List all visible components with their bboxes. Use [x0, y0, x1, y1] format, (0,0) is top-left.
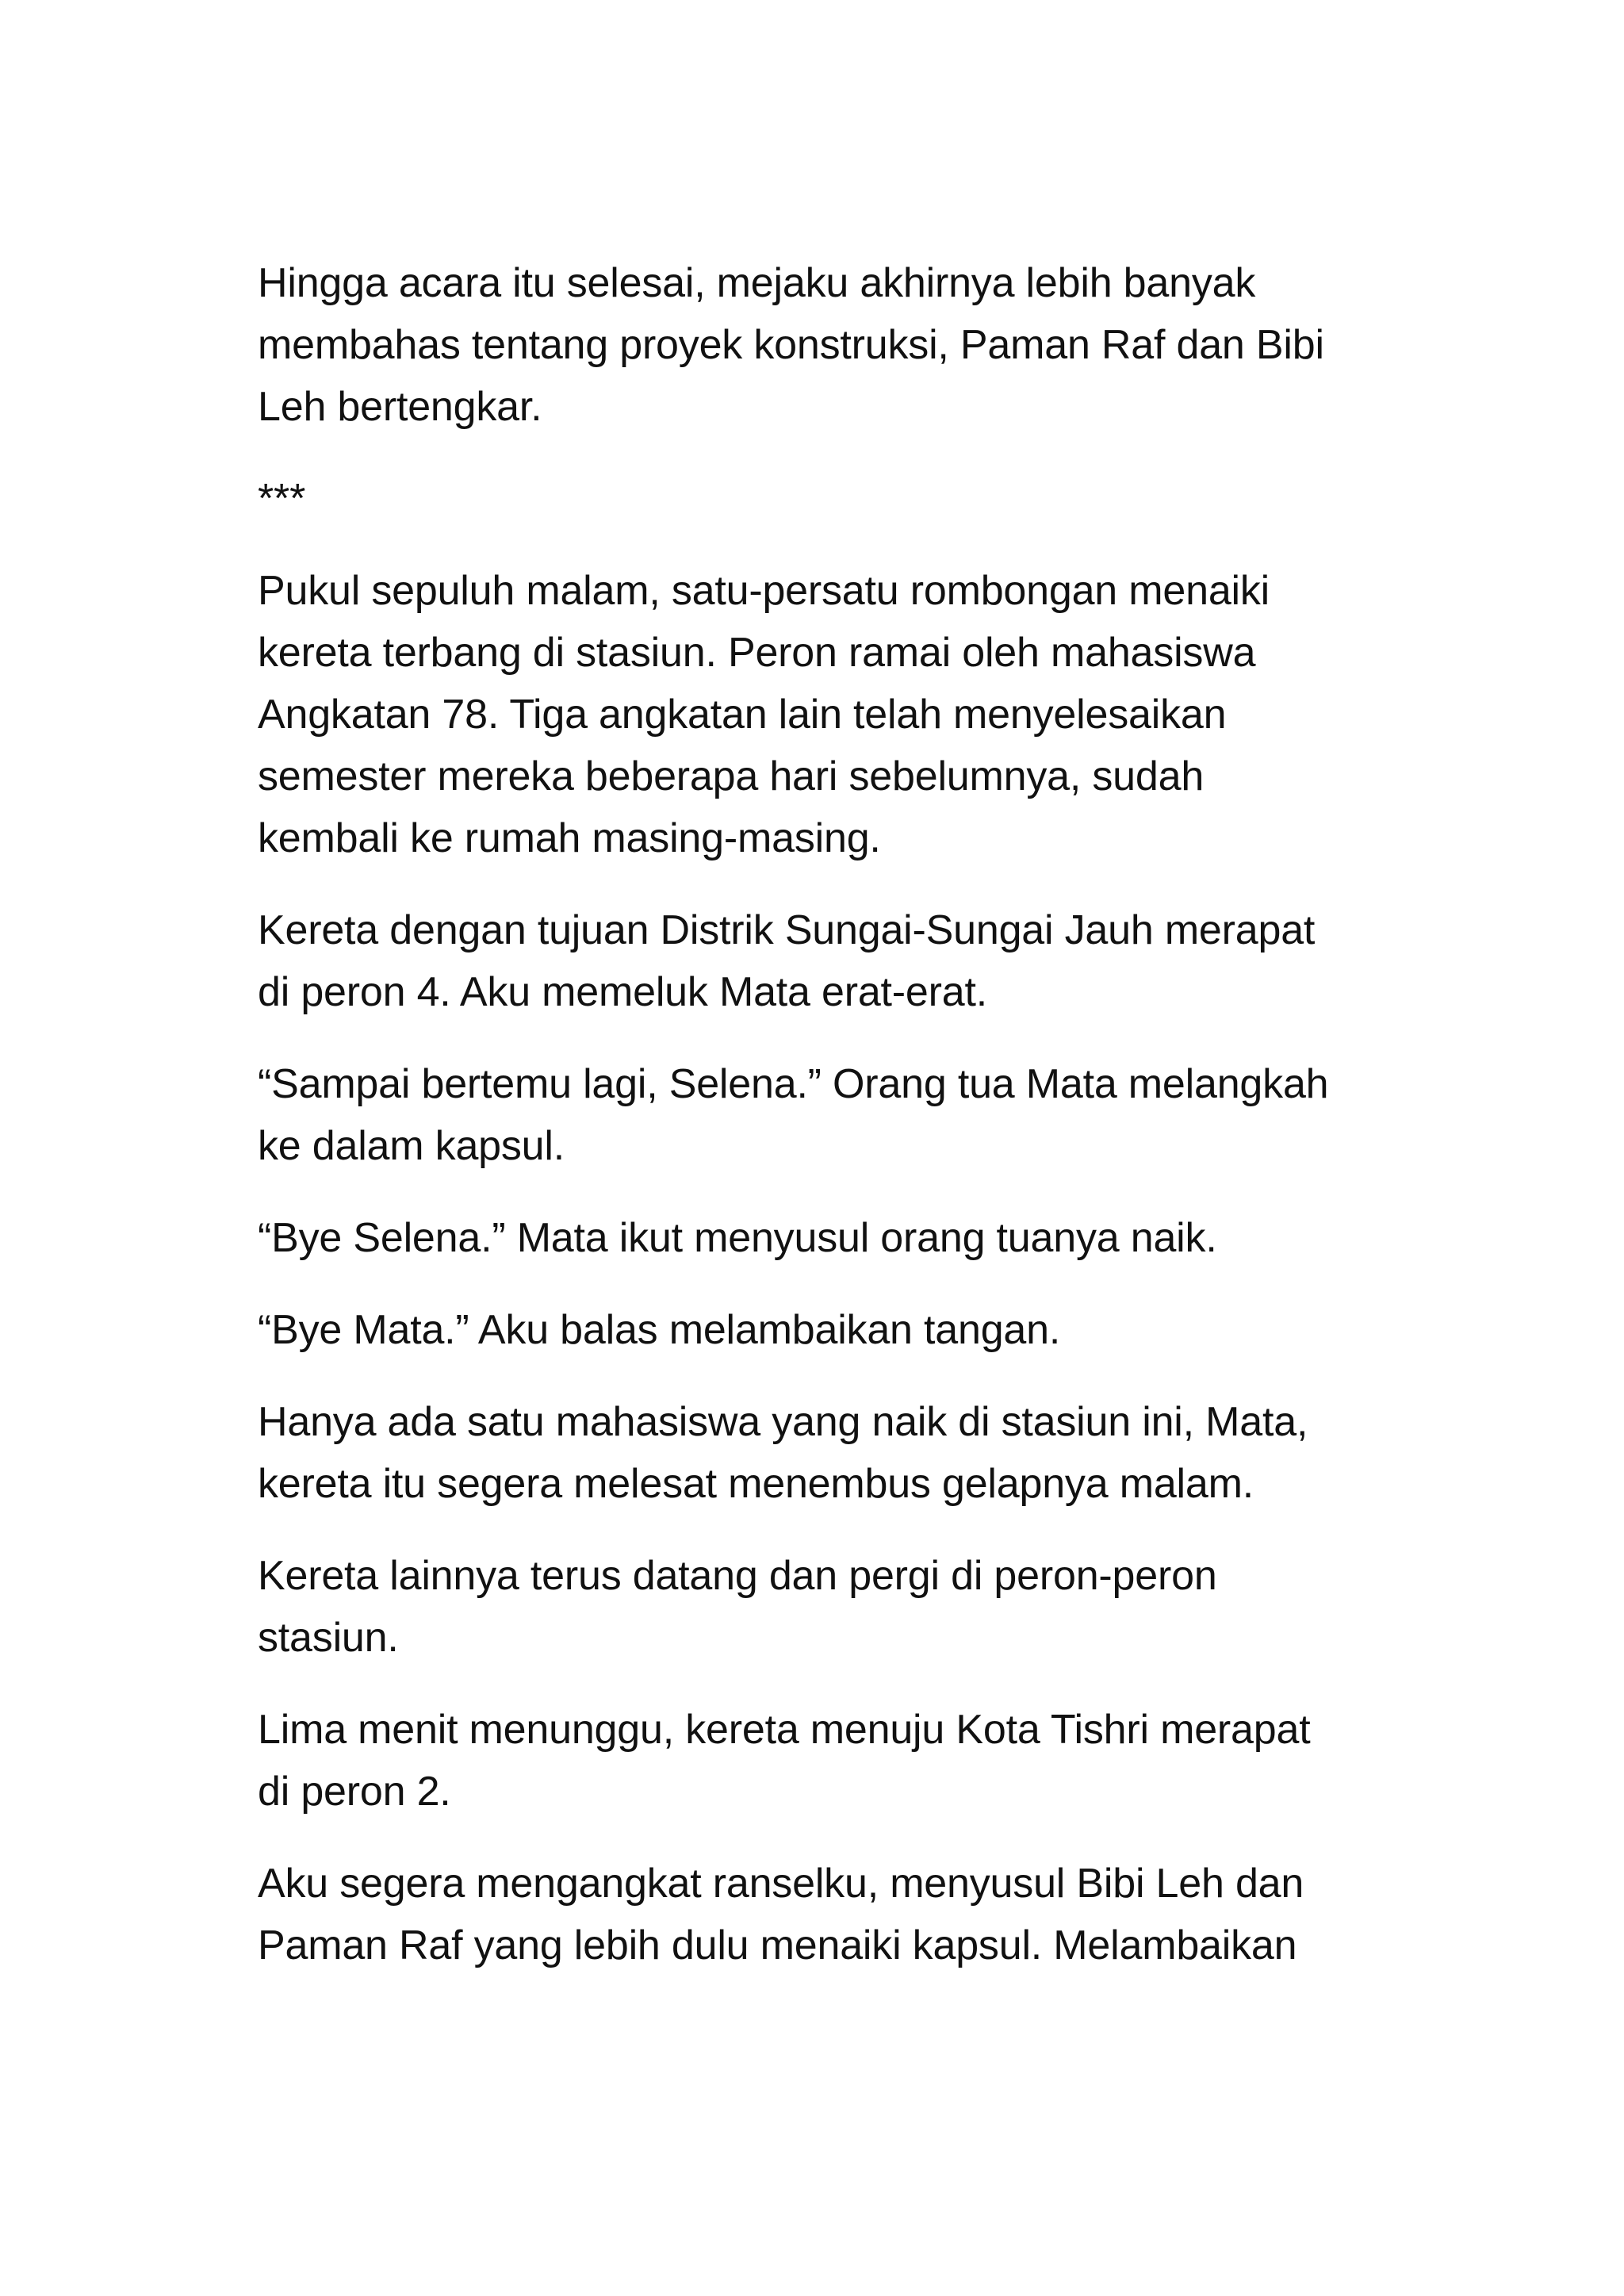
text-line: Pukul sepuluh malam, satu-persatu rombongan menaiki — [258, 568, 1270, 614]
text-line: Leh bertengkar. — [258, 384, 542, 430]
text-line: “Sampai bertemu lagi, Selena.” Orang tua Mata melangkah — [258, 1061, 1329, 1107]
text-line: Lima menit menunggu, kereta menuju Kota Tishri merapat — [258, 1707, 1311, 1753]
text-line: Hingga acara itu selesai, mejaku akhirnya lebih banyak — [258, 260, 1256, 306]
paragraph — [258, 1053, 1392, 1177]
text-line: kereta itu segera melesat menembus gelapnya malam. — [258, 1461, 1254, 1507]
text-line: “Bye Mata.” Aku balas melambaikan tangan. — [258, 1307, 1061, 1353]
paragraph — [258, 1853, 1392, 1976]
text-line: di peron 4. Aku memeluk Mata erat-erat. — [258, 969, 987, 1015]
text-line: di peron 2. — [258, 1769, 451, 1815]
text-line: Angkatan 78. Tiga angkatan lain telah menyelesaikan — [258, 692, 1227, 738]
paragraph — [258, 1699, 1392, 1823]
text-line: “Bye Selena.” Mata ikut menyusul orang tuanya naik. — [258, 1215, 1217, 1261]
paragraph — [258, 1545, 1392, 1669]
text-line: Aku segera mengangkat ranselku, menyusul Bibi Leh dan — [258, 1861, 1304, 1907]
paragraph — [258, 252, 1392, 438]
paragraph — [258, 1391, 1392, 1515]
paragraph — [258, 560, 1392, 869]
text-line: Kereta dengan tujuan Distrik Sungai-Sungai Jauh merapat — [258, 907, 1316, 953]
text-line: kembali ke rumah masing-masing. — [258, 815, 881, 861]
text-line: *** — [258, 476, 306, 522]
text-line: Kereta lainnya terus datang dan pergi di peron-peron — [258, 1553, 1217, 1599]
paragraph — [258, 1299, 1392, 1361]
body-text — [258, 252, 1392, 2007]
text-line: membahas tentang proyek konstruksi, Paman Raf dan Bibi — [258, 322, 1324, 368]
paragraph — [258, 899, 1392, 1023]
text-line: Paman Raf yang lebih dulu menaiki kapsul. Melambaikan — [258, 1922, 1297, 1968]
text-line: ke dalam kapsul. — [258, 1123, 565, 1169]
paragraph — [258, 1207, 1392, 1269]
text-line: kereta terbang di stasiun. Peron ramai oleh mahasiswa — [258, 630, 1256, 676]
text-line: Hanya ada satu mahasiswa yang naik di stasiun ini, Mata, — [258, 1399, 1308, 1445]
text-line: stasiun. — [258, 1615, 399, 1661]
text-line: semester mereka beberapa hari sebelumnya, sudah — [258, 753, 1205, 799]
scene-break — [258, 468, 1392, 530]
